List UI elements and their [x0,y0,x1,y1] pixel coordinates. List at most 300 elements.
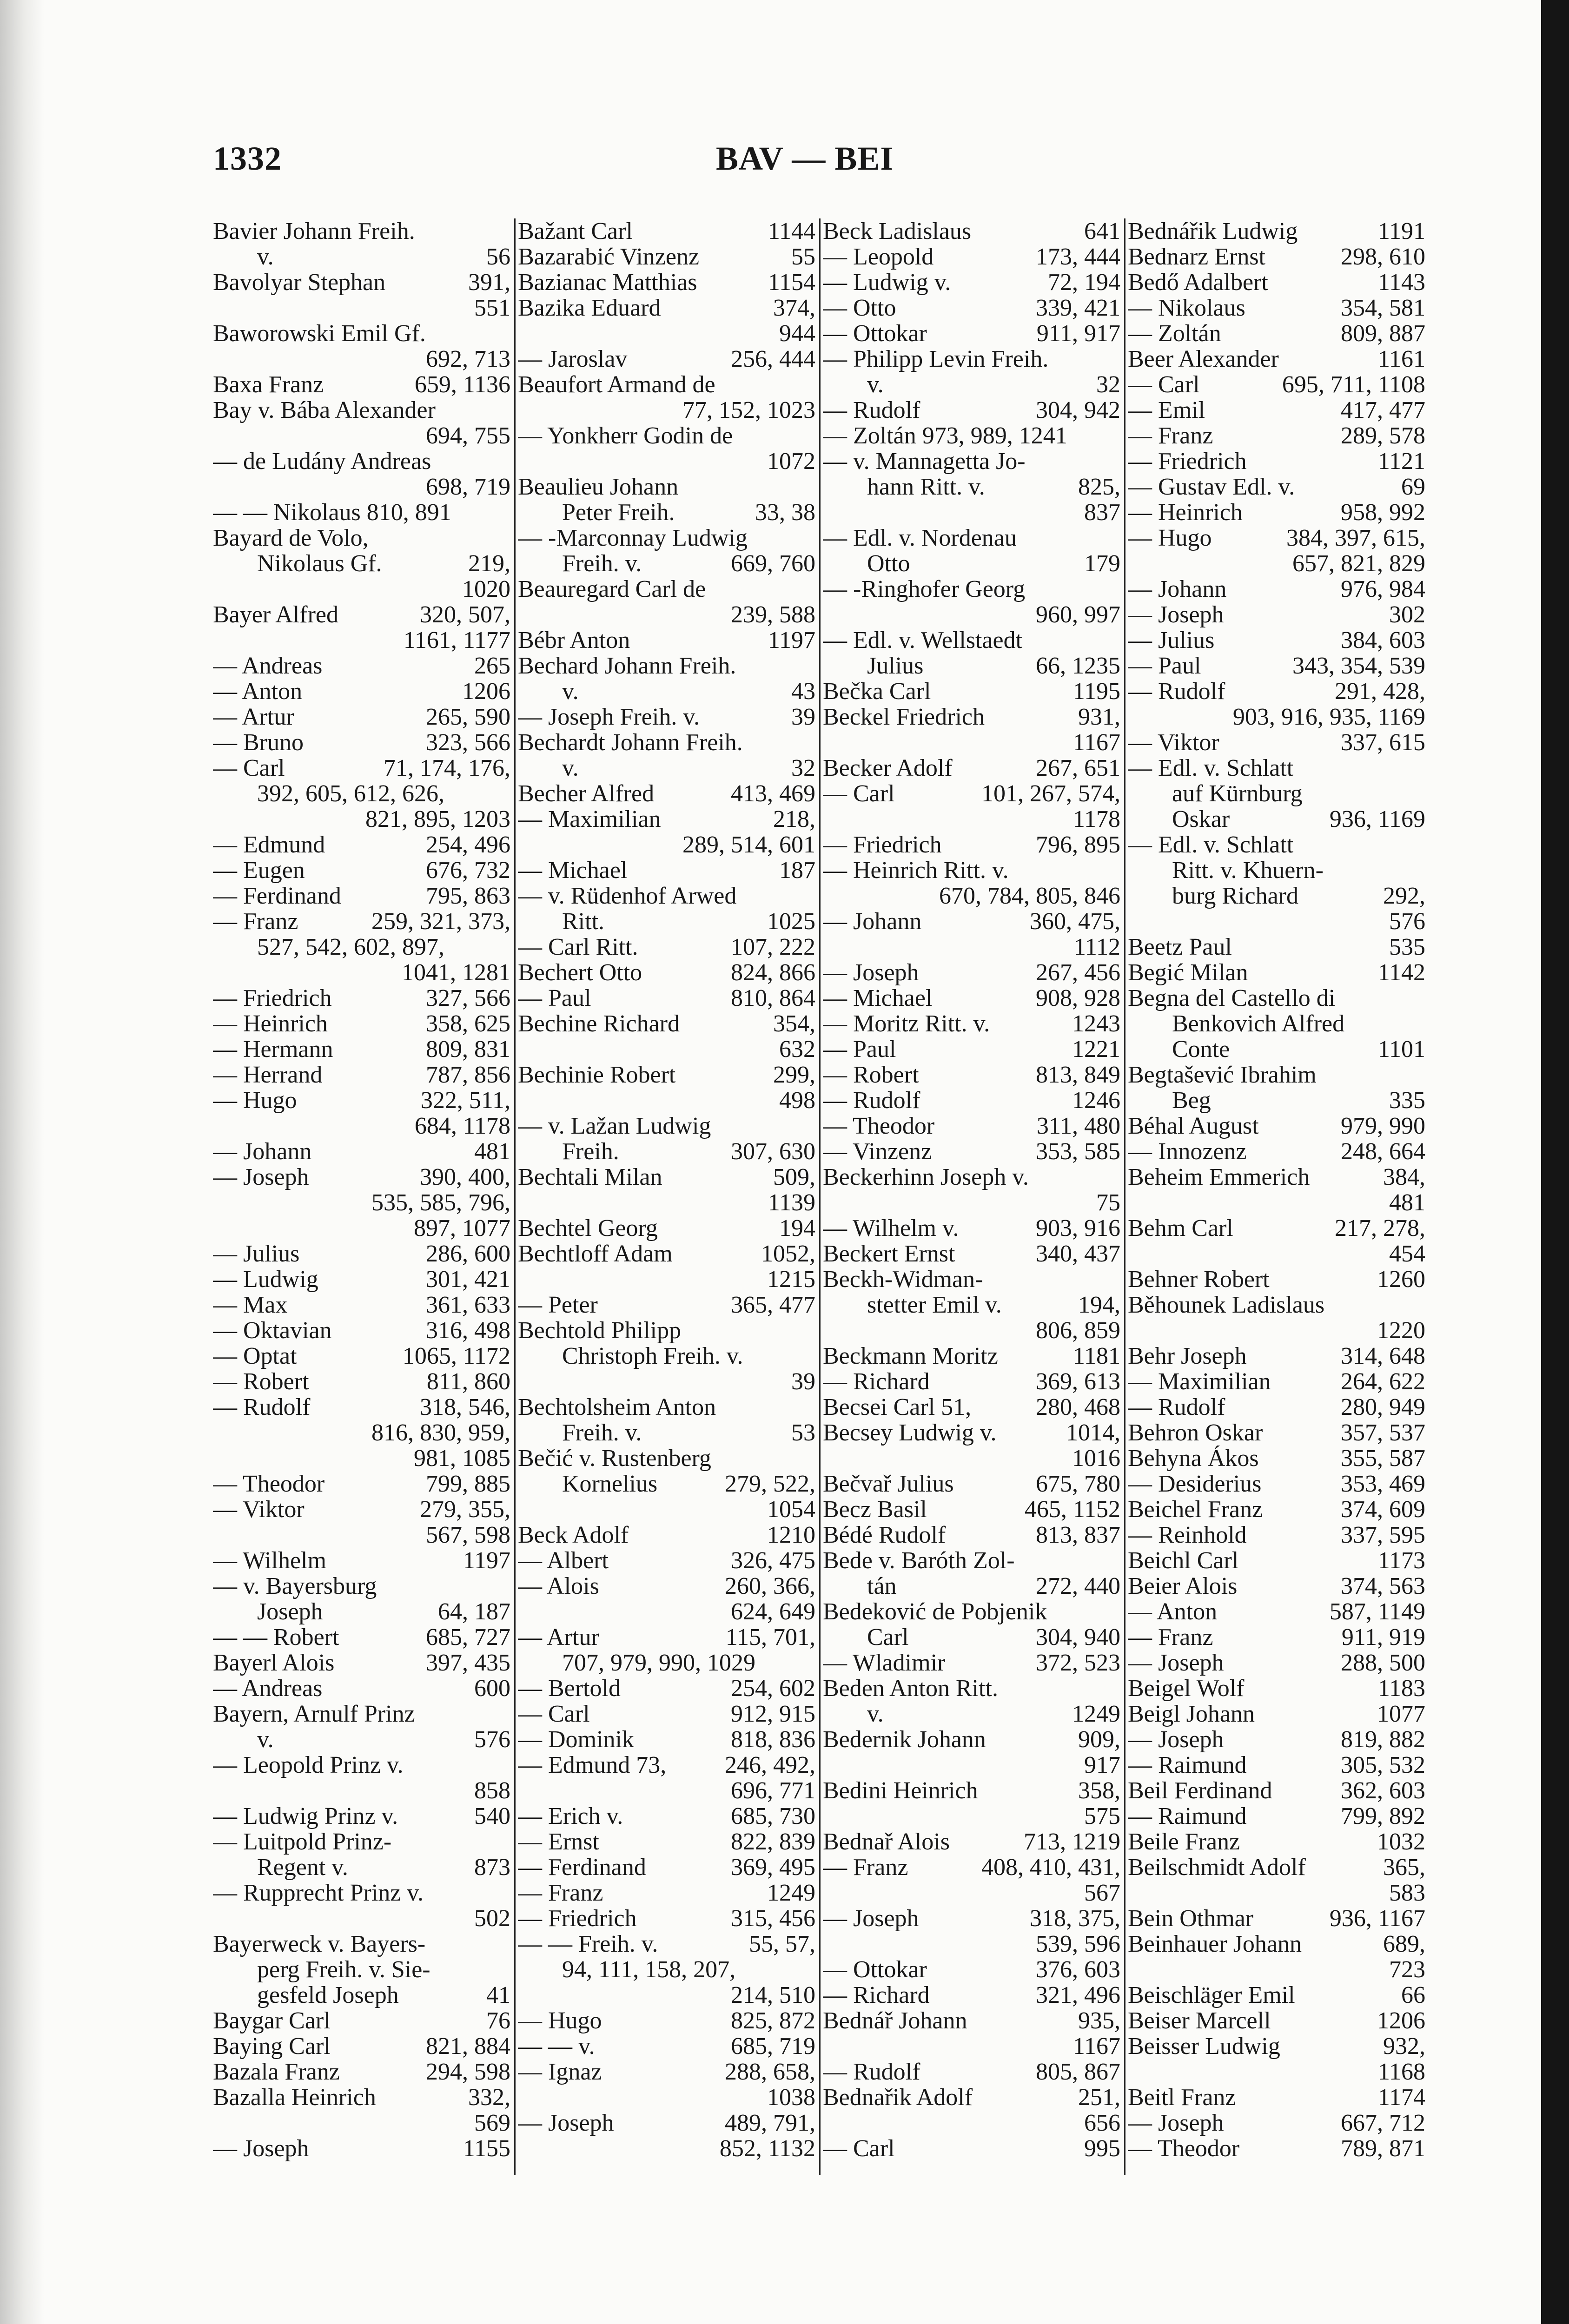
entry-name: — Edl. v. Schlatt [1128,832,1294,858]
index-entry [213,883,510,909]
entry-name: — v. Bayersburg [213,1573,377,1599]
index-entry [823,960,1120,985]
entry-page-refs: 254, 496 [426,832,510,858]
entry-page-refs: 809, 831 [426,1037,510,1062]
entry-page-refs: 246, 492, [725,1752,815,1778]
entry-page-refs: 55, 57, [749,1931,815,1957]
entry-name: Begna del Castello di [1128,985,1336,1011]
index-entry [823,1446,1120,1471]
index-entry [213,397,510,423]
index-entry [213,551,510,576]
index-entry [1128,1446,1425,1471]
entry-page-refs: 289, 578 [1341,423,1425,449]
index-entry [823,525,1120,551]
entry-name: Ritt. [562,909,605,934]
index-entry [823,270,1120,295]
entry-name: — Ferdinand [213,883,341,909]
entry-page-refs: 911, 919 [1341,1624,1425,1650]
index-entry [1128,2110,1425,2136]
entry-name: Begić Milan [1128,960,1248,985]
entry-name: — Hugo [1128,525,1212,551]
index-entry [1128,2059,1425,2085]
index-entry [518,1267,815,1292]
index-entry [1128,474,1425,500]
entry-name: — Joseph [823,1906,919,1931]
index-entry [213,474,510,500]
entry-page-refs: 587, 1149 [1329,1599,1425,1624]
index-entry [1128,704,1425,730]
entry-page-refs: 365, [1383,1855,1425,1880]
entry-name: — Reinhold [1128,1522,1247,1548]
entry-name: — Leopold [823,244,934,270]
index-entry [213,218,510,244]
index-entry [823,1573,1120,1599]
index-entry [213,985,510,1011]
entry-name: Beckerhinn Joseph v. [823,1164,1029,1190]
index-entry [213,730,510,755]
index-entry [823,1471,1120,1497]
index-entry [518,218,815,244]
index-entry [823,346,1120,372]
entry-page-refs: 254, 602 [731,1676,815,1701]
index-entry [1128,218,1425,244]
entry-page-refs: 858 [474,1778,510,1803]
entry-name: Bechtolsheim Anton [518,1394,716,1420]
index-entry [213,449,510,474]
index-entry [518,346,815,372]
entry-name: 527, 542, 602, 897, [257,934,444,960]
index-entry [823,1113,1120,1139]
index-entry [518,1650,815,1676]
entry-name: — Friedrich [213,985,332,1011]
entry-name: — Hermann [213,1037,333,1062]
index-entry [213,909,510,934]
entry-name: Baworowski Emil Gf. [213,321,426,346]
entry-page-refs: 481 [474,1139,510,1164]
entry-name: — Joseph [823,960,919,985]
entry-page-refs: 696, 771 [731,1778,815,1803]
entry-page-refs: 248, 664 [1341,1139,1425,1164]
entry-page-refs: 576 [1389,909,1425,934]
entry-name: Behron Oskar [1128,1420,1263,1446]
entry-name: — Rudolf [823,1088,920,1113]
index-entry [1128,1573,1425,1599]
index-entry [518,2136,815,2161]
index-entry [518,679,815,704]
index-entry [1128,1522,1425,1548]
entry-name: Julius [867,653,924,679]
entry-page-refs: 320, 507, [420,602,510,627]
entry-name: Bažant Carl [518,218,633,244]
index-entry [823,1318,1120,1343]
index-entry [1128,295,1425,321]
entry-name: Bečka Carl [823,679,931,704]
index-entry [1128,1906,1425,1931]
entry-page-refs: 32 [791,755,815,781]
index-entry [1128,500,1425,525]
index-entry [1128,423,1425,449]
entry-page-refs: 1197 [463,1548,510,1573]
entry-page-refs: 669, 760 [731,551,815,576]
entry-name: — Andreas [213,1676,323,1701]
entry-name: — Peter [518,1292,598,1318]
entry-page-refs: 1167 [1072,730,1120,755]
entry-name: — Rudolf [1128,679,1225,704]
index-entry [213,346,510,372]
index-entry [823,1855,1120,1880]
entry-page-refs: 64, 187 [438,1599,510,1624]
index-entry [213,781,510,806]
index-entry [823,832,1120,858]
entry-name: — Michael [823,985,933,1011]
entry-name: — Richard [823,1369,930,1394]
entry-name: burg Richard [1172,883,1298,909]
entry-name: — Johann [1128,576,1227,602]
index-entry [518,832,815,858]
entry-name: — Joseph [1128,1650,1224,1676]
index-entry [1128,1369,1425,1394]
entry-name: — Ottokar [823,321,927,346]
index-entry [213,1778,510,1803]
entry-page-refs: 337, 595 [1341,1522,1425,1548]
entry-page-refs: 799, 885 [426,1471,510,1497]
entry-name: stetter Emil v. [867,1292,1002,1318]
entry-name: Baxa Franz [213,372,324,397]
entry-page-refs: 107, 222 [731,934,815,960]
index-entry [823,244,1120,270]
entry-page-refs: 692, 713 [426,346,510,372]
entry-page-refs: 1054 [767,1497,815,1522]
entry-name: — Alois [518,1573,599,1599]
entry-name: — Anton [213,679,303,704]
scan-border [1541,0,1569,2324]
entry-name: — — Robert [213,1624,339,1650]
index-entry [823,1190,1120,1215]
index-entry [1128,449,1425,474]
index-entry [823,1343,1120,1369]
entry-name: Beauregard Carl de [518,576,706,602]
entry-page-refs: 1038 [767,2085,815,2110]
entry-page-refs: 292, [1383,883,1425,909]
entry-name: — Zoltán 973, 989, 1241 [823,423,1067,449]
index-entry [1128,1471,1425,1497]
entry-name: — Oktavian [213,1318,332,1343]
index-entry [518,1829,815,1855]
index-entry [823,218,1120,244]
entry-page-refs: 624, 649 [731,1599,815,1624]
entry-page-refs: 39 [791,1369,815,1394]
entry-page-refs: 218, [773,806,815,832]
entry-page-refs: 354, [773,1011,815,1037]
entry-name: — Emil [1128,397,1205,423]
column-divider [1124,218,1125,2175]
entry-page-refs: 354, 581 [1341,295,1425,321]
index-entry [518,2110,815,2136]
entry-page-refs: 535, 585, 796, [371,1190,510,1215]
index-entry [823,1164,1120,1190]
entry-page-refs: 1025 [767,909,815,934]
index-entry [1128,1829,1425,1855]
entry-page-refs: 641 [1084,218,1120,244]
entry-page-refs: 362, 603 [1341,1778,1425,1803]
entry-name: — Innozenz [1128,1139,1247,1164]
entry-page-refs: 369, 613 [1036,1369,1120,1394]
entry-page-refs: 1167 [1072,2034,1120,2059]
index-entry [213,679,510,704]
entry-page-refs: 288, 500 [1341,1650,1425,1676]
entry-name: — Edl. v. Nordenau [823,525,1017,551]
entry-page-refs: 101, 267, 574, [981,781,1120,806]
entry-page-refs: 816, 830, 959, [371,1420,510,1446]
entry-page-refs: 66, 1235 [1036,653,1120,679]
entry-name: — Rudolf [213,1394,311,1420]
entry-name: — Rudolf [1128,1394,1225,1420]
index-entry [213,1573,510,1599]
entry-name: — Joseph [1128,602,1224,627]
entry-name: Christoph Freih. v. [562,1343,743,1369]
entry-name: — Robert [823,1062,919,1088]
entry-page-refs: 53 [791,1420,815,1446]
index-entry [518,551,815,576]
entry-name: — Bertold [518,1676,621,1701]
entry-name: Bazika Eduard [518,295,661,321]
index-entry [823,500,1120,525]
entry-name: — Max [213,1292,288,1318]
index-entry [518,1394,815,1420]
entry-name: Carl [867,1624,909,1650]
entry-name: — Richard [823,1982,930,2008]
entry-name: Baying Carl [213,2034,331,2059]
index-entry [213,1676,510,1701]
entry-name: — Theodor [823,1113,935,1139]
index-entry [823,1752,1120,1778]
index-entry [213,1113,510,1139]
entry-page-refs: 1168 [1377,2059,1425,2085]
entry-page-refs: 539, 596 [1036,1931,1120,1957]
index-entry [213,1318,510,1343]
index-entry [518,730,815,755]
entry-name: hann Ritt. v. [867,474,985,500]
entry-name: — Michael [518,858,628,883]
entry-name: Freih. [562,1139,619,1164]
entry-name: Beck Ladislaus [823,218,972,244]
entry-page-refs: 219, [468,551,510,576]
entry-page-refs: 824, 866 [731,960,815,985]
index-entry [1128,806,1425,832]
entry-page-refs: 353, 469 [1341,1471,1425,1497]
index-entry [1128,730,1425,755]
index-entry [213,1982,510,2008]
index-entry [213,1088,510,1113]
entry-page-refs: 909, [1078,1727,1120,1752]
entry-name: Beichl Carl [1128,1548,1239,1573]
entry-name: Bednář Johann [823,2008,967,2034]
entry-name: Bayard de Volo, [213,525,369,551]
entry-page-refs: 981, 1085 [414,1446,510,1471]
index-entry [518,295,815,321]
entry-page-refs: 413, 469 [731,781,815,806]
entry-page-refs: 912, 915 [731,1701,815,1727]
index-entry [823,755,1120,781]
index-entry [823,1803,1120,1829]
entry-name: Bednářik Ludwig [1128,218,1298,244]
entry-name: — Wilhelm v. [823,1215,959,1241]
entry-page-refs: 819, 882 [1341,1727,1425,1752]
entry-name: Peter Freih. [562,500,675,525]
entry-page-refs: 71, 174, 176, [384,755,510,781]
entry-name: — Franz [213,909,298,934]
entry-name: Beckel Friedrich [823,704,985,730]
index-entry [518,2085,815,2110]
entry-name: Beichel Franz [1128,1497,1263,1522]
entry-name: v. [257,1727,274,1752]
index-entry [213,372,510,397]
entry-page-refs: 936, 1167 [1329,1906,1425,1931]
entry-name: Beckh-Widman- [823,1267,983,1292]
entry-name: Béhal August [1128,1113,1259,1139]
entry-page-refs: 805, 867 [1036,2059,1120,2085]
entry-page-refs: 583 [1389,1880,1425,1906]
entry-page-refs: 1206 [1377,2008,1425,2034]
entry-page-refs: 1014, [1066,1420,1120,1446]
entry-name: — Gustav Edl. v. [1128,474,1295,500]
index-entry [1128,1241,1425,1267]
page-number: 1332 [213,140,282,177]
index-entry [823,1599,1120,1624]
index-entry [823,372,1120,397]
index-entry [213,1062,510,1088]
entry-page-refs: 795, 863 [426,883,510,909]
entry-name: — Eugen [213,858,305,883]
entry-page-refs: 1206 [462,679,510,704]
entry-page-refs: 1260 [1377,1267,1425,1292]
entry-name: — Carl Ritt. [518,934,638,960]
index-entry [518,397,815,423]
entry-page-refs: 55 [791,244,815,270]
entry-page-refs: 374, 609 [1341,1497,1425,1522]
index-entry [823,1982,1120,2008]
index-entry [823,653,1120,679]
entry-name: — Ernst [518,1829,599,1855]
index-entry [1128,321,1425,346]
entry-name: — Carl [518,1701,590,1727]
index-entry [213,1624,510,1650]
entry-name: Ritt. v. Khuern- [1172,858,1324,883]
entry-name: — Anton [1128,1599,1218,1624]
entry-name: — Albert [518,1548,609,1573]
index-entry [213,755,510,781]
index-entry [213,1343,510,1369]
index-entry [1128,1982,1425,2008]
entry-page-refs: 1065, 1172 [402,1343,510,1369]
index-entry [1128,244,1425,270]
entry-page-refs: 194, [1078,1292,1120,1318]
index-entry [1128,1318,1425,1343]
entry-name: — Ferdinand [518,1855,646,1880]
entry-name: — Desiderius [1128,1471,1262,1497]
index-entry [823,2110,1120,2136]
entry-name: — Joseph [518,2110,614,2136]
index-entry [518,1855,815,1880]
entry-name: — Ludwig Prinz v. [213,1803,398,1829]
entry-name: — Friedrich [823,832,942,858]
entry-page-refs: 1195 [1072,679,1120,704]
entry-name: v. [867,372,884,397]
entry-name: auf Kürnburg [1172,781,1303,806]
entry-page-refs: 821, 895, 1203 [365,806,510,832]
index-entry [518,704,815,730]
entry-page-refs: 818, 836 [731,1727,815,1752]
entry-page-refs: 32 [1096,372,1120,397]
entry-name: Beheim Emmerich [1128,1164,1310,1190]
index-entry [213,576,510,602]
entry-name: Beckert Ernst [823,1241,955,1267]
index-entry [213,1701,510,1727]
index-entry [518,1931,815,1957]
entry-name: Bédé Rudolf [823,1522,946,1548]
index-entry [518,270,815,295]
entry-name: Baygar Carl [213,2008,331,2034]
index-entry [213,1292,510,1318]
entry-page-refs: 837 [1084,500,1120,525]
index-column-4 [1128,218,1425,2161]
index-entry [518,1037,815,1062]
entry-page-refs: 365, 477 [731,1292,815,1318]
entry-page-refs: 318, 375, [1030,1906,1120,1931]
entry-name: Beckmann Moritz [823,1343,998,1369]
index-entry [213,244,510,270]
entry-page-refs: 540 [474,1803,510,1829]
entry-name: Joseph [257,1599,323,1624]
index-entry [213,1650,510,1676]
entry-page-refs: 384, [1383,1164,1425,1190]
entry-name: Otto [867,551,910,576]
entry-name: 707, 979, 990, 1029 [562,1650,755,1676]
entry-page-refs: 408, 410, 431, [981,1855,1120,1880]
entry-name: Bayerl Alois [213,1650,335,1676]
entry-name: — Edl. v. Wellstaedt [823,627,1023,653]
entry-page-refs: 390, 400, [420,1164,510,1190]
index-entry [1128,1778,1425,1803]
entry-page-refs: 822, 839 [731,1829,815,1855]
index-entry [823,909,1120,934]
entry-name: — Joseph Freih. v. [518,704,700,730]
index-entry [823,449,1120,474]
entry-page-refs: 75 [1096,1190,1120,1215]
index-entry [1128,960,1425,985]
entry-page-refs: 960, 997 [1036,602,1120,627]
entry-page-refs: 917 [1084,1752,1120,1778]
index-entry [213,1241,510,1267]
entry-page-refs: 301, 421 [426,1267,510,1292]
entry-page-refs: 903, 916 [1036,1215,1120,1241]
entry-page-refs: 600 [474,1676,510,1701]
index-entry [1128,1164,1425,1190]
entry-name: — Luitpold Prinz- [213,1829,392,1855]
entry-name: — Friedrich [518,1906,637,1931]
index-entry [1128,653,1425,679]
index-entry [518,985,815,1011]
entry-page-refs: 799, 892 [1341,1803,1425,1829]
index-entry [518,576,815,602]
entry-page-refs: 360, 475, [1030,909,1120,934]
entry-name: Beilschmidt Adolf [1128,1855,1306,1880]
entry-name: — Vinzenz [823,1139,932,1164]
index-entry [213,270,510,295]
entry-page-refs: 995 [1084,2136,1120,2161]
index-entry [823,858,1120,883]
index-entry [518,525,815,551]
